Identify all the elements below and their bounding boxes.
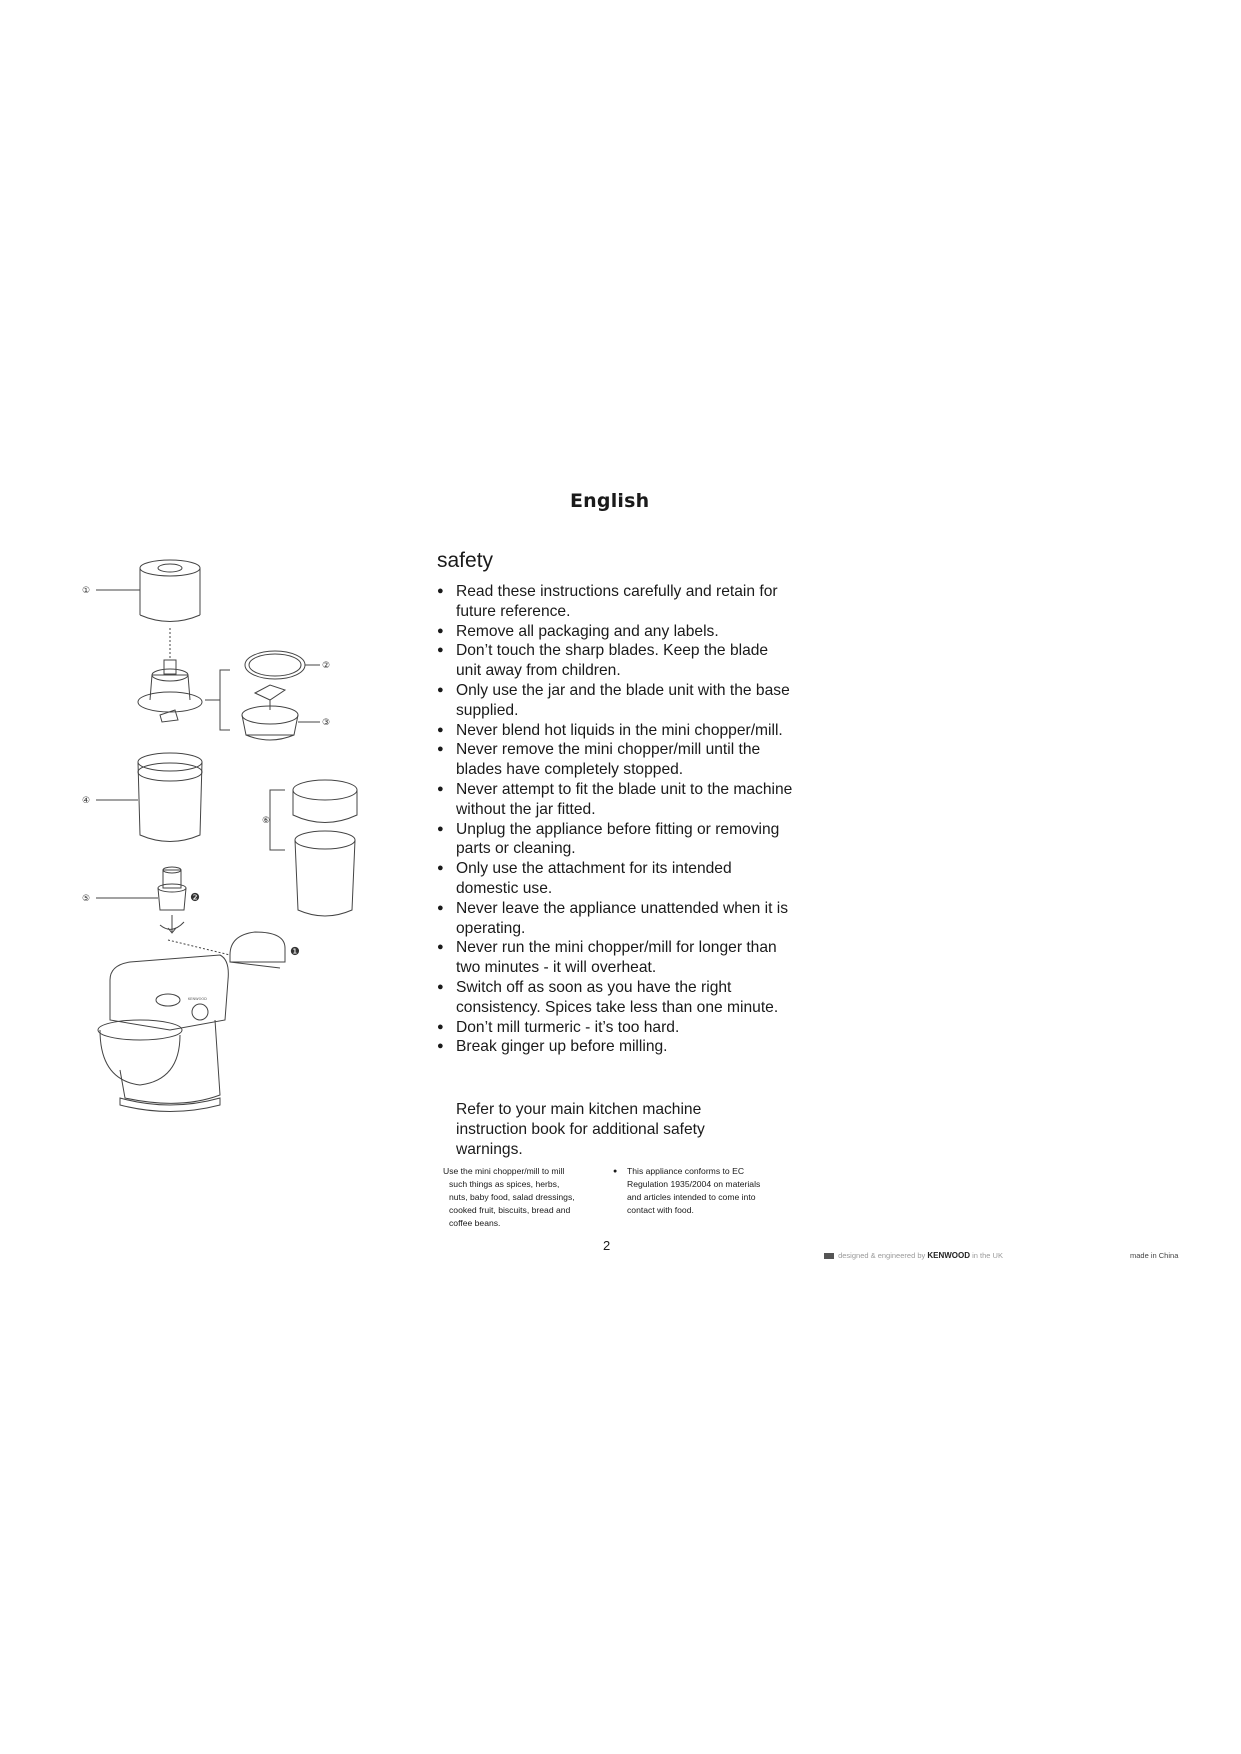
designed-suffix: in the UK <box>972 1251 1003 1260</box>
kitchen-machine <box>98 955 228 1112</box>
step-label-2: ❷ <box>190 891 200 904</box>
regulation-note-line: contact with food. <box>627 1205 694 1215</box>
safety-item: ● Don’t touch the sharp blades. Keep the blade unit away from children. <box>437 641 797 681</box>
brand-name: KENWOOD <box>927 1251 971 1260</box>
storage-jar-part <box>270 780 357 916</box>
jar-part <box>96 753 202 842</box>
part-label-5: ⑤ <box>82 894 91 904</box>
refer-note: Refer to your main kitchen machine instruction book for additional safety warnings. <box>456 1101 705 1158</box>
usage-note <box>443 1165 608 1230</box>
safety-item: ● Never leave the appliance unattended when it is operating. <box>437 899 797 939</box>
safety-item: ● Unplug the appliance before fitting or removing parts or cleaning. <box>437 820 797 860</box>
regulation-note <box>613 1165 788 1217</box>
part-label-6: ⑥ <box>262 816 271 826</box>
regulation-note-line: This appliance conforms to EC <box>627 1166 745 1176</box>
part-label-2: ② <box>322 661 331 671</box>
safety-list <box>437 582 797 1057</box>
regulation-note-line: and articles intended to come into <box>627 1192 756 1202</box>
regulation-note-line: Regulation 1935/2004 on materials <box>627 1179 761 1189</box>
blade-unit-assembled <box>138 660 202 722</box>
part-label-1: ① <box>82 586 91 596</box>
uk-flag-icon <box>824 1253 834 1259</box>
safety-item: ● Remove all packaging and any labels. <box>437 622 797 642</box>
safety-item: ● Don’t mill turmeric - it’s too hard. <box>437 1018 797 1038</box>
designed-prefix: designed & engineered by <box>838 1251 926 1260</box>
safety-item: ● Break ginger up before milling. <box>437 1037 797 1057</box>
seal-ring-part <box>245 651 320 679</box>
safety-item: ● Only use the attachment for its intended domestic use. <box>437 859 797 899</box>
safety-item: ● Never attempt to fit the blade unit to the machine without the jar fitted. <box>437 780 797 820</box>
safety-item: ● Read these instructions carefully and retain for future reference. <box>437 582 797 622</box>
mill-unit-part <box>96 867 186 933</box>
safety-item: ● Switch off as soon as you have the right consistency. Spices take less than one minute. <box>437 978 797 1018</box>
parts-illustration <box>80 550 410 1150</box>
safety-heading: safety <box>437 549 494 572</box>
usage-note-line: cooked fruit, biscuits, bread and <box>449 1205 571 1215</box>
usage-note-line: coffee beans. <box>449 1218 501 1228</box>
mixer-logo: KENWOOD <box>188 997 207 1001</box>
safety-item: ● Never run the mini chopper/mill for longer than two minutes - it will overheat. <box>437 938 797 978</box>
lid-part <box>96 560 200 622</box>
part-label-3: ③ <box>322 718 331 728</box>
safety-item: ● Only use the jar and the blade unit with the base supplied. <box>437 681 797 721</box>
safety-item: ● Never remove the mini chopper/mill until the blades have completely stopped. <box>437 740 797 780</box>
blade-assembly-part <box>242 685 320 740</box>
safety-item: ● Never blend hot liquids in the mini chopper/mill. <box>437 721 797 741</box>
designed-by-footer <box>824 1251 1003 1260</box>
step-label-1: ❶ <box>290 945 300 958</box>
made-in-footer: made in China <box>1130 1251 1179 1260</box>
usage-note-line: nuts, baby food, salad dressings, <box>449 1192 575 1202</box>
page-number: 2 <box>603 1238 611 1253</box>
part-label-4: ④ <box>82 796 91 806</box>
language-heading: English <box>570 490 650 512</box>
usage-note-line: Use the mini chopper/mill to mill <box>443 1166 565 1176</box>
usage-note-line: such things as spices, herbs, <box>449 1179 560 1189</box>
bullet-icon: ● <box>613 1168 618 1175</box>
